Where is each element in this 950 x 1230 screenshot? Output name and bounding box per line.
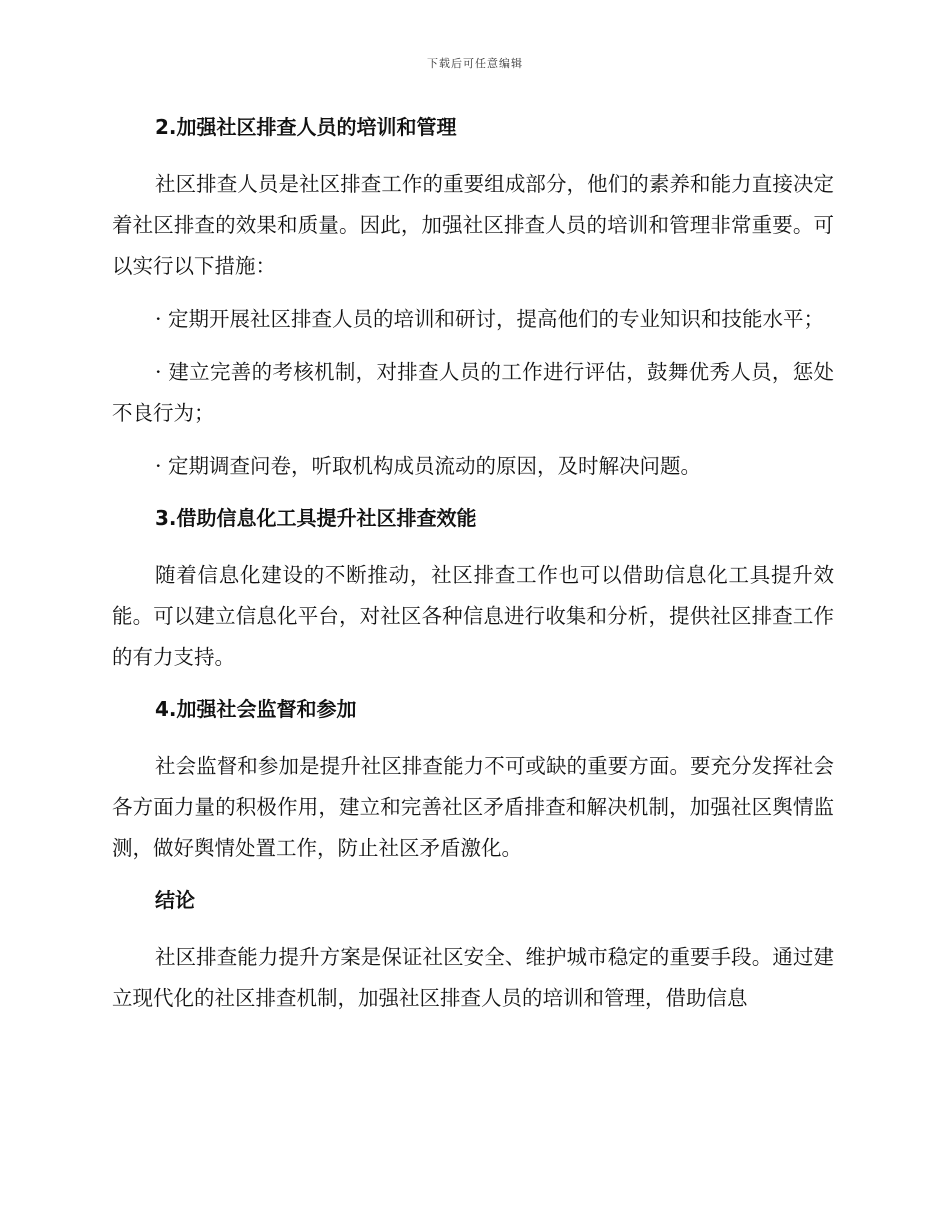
- section-2-paragraph: 社区排查人员是社区排查工作的重要组成部分，他们的素养和能力直接决定着社区排查的效果和质量。因此，加强社区排查人员的培训和管理非常重要。可以实行以下措施：: [112, 172, 834, 278]
- conclusion-heading: 结论: [155, 888, 195, 912]
- section-4-paragraph: 社会监督和参加是提升社区排查能力不可或缺的重要方面。要充分发挥社会各方面力量的积极作用，建立和完善社区矛盾排查和解决机制，加强社区舆情监测，做好舆情处置工作，防止社区矛盾激化。: [112, 754, 834, 860]
- section-heading-2: 2.加强社区排查人员的培训和管理: [155, 115, 457, 139]
- section-2-bullet-1: · 定期开展社区排查人员的培训和研讨，提高他们的专业知识和技能水平；: [155, 307, 825, 331]
- section-heading-4: 4.加强社会监督和参加: [155, 697, 357, 721]
- section-heading-3: 3.借助信息化工具提升社区排查效能: [155, 506, 477, 530]
- section-3-paragraph: 随着信息化建设的不断推动，社区排查工作也可以借助信息化工具提升效能。可以建立信息化平台，对社区各种信息进行收集和分析，提供社区排查工作的有力支持。: [112, 563, 834, 669]
- document-body: [112, 108, 834, 1031]
- section-2-bullet-3: · 定期调查问卷，听取机构成员流动的原因，及时解决问题。: [155, 454, 702, 478]
- header-note: 下载后可任意编辑: [427, 57, 523, 70]
- conclusion-paragraph: 社区排查能力提升方案是保证社区安全、维护城市稳定的重要手段。通过建立现代化的社区排查机制，加强社区排查人员的培训和管理，借助信息: [112, 945, 834, 1010]
- section-2-bullet-2: · 建立完善的考核机制，对排查人员的工作进行评估，鼓舞优秀人员，惩处不良行为；: [112, 360, 834, 425]
